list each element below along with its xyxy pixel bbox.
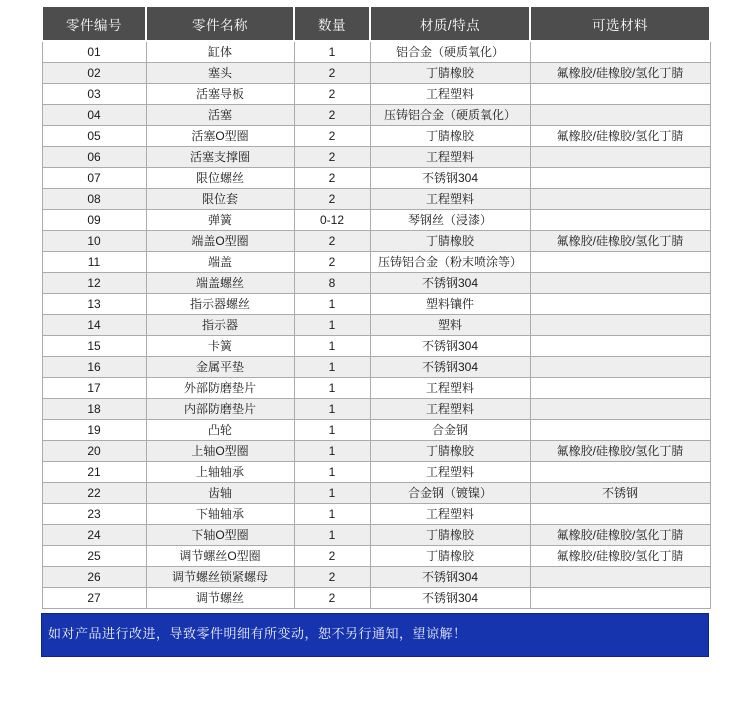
cell-quantity: 1	[294, 398, 370, 419]
cell-part-name: 活塞导板	[146, 83, 294, 104]
cell-part-number: 08	[42, 188, 146, 209]
table-row	[42, 125, 710, 146]
cell-optional-material	[530, 503, 710, 524]
cell-optional-material: 氟橡胶/硅橡胶/氢化丁腈	[530, 440, 710, 461]
cell-part-name: 弹簧	[146, 209, 294, 230]
cell-part-name: 调节螺丝	[146, 587, 294, 608]
cell-quantity: 2	[294, 587, 370, 608]
cell-optional-material	[530, 356, 710, 377]
table-row	[42, 293, 710, 314]
cell-quantity: 8	[294, 272, 370, 293]
cell-optional-material	[530, 41, 710, 62]
cell-optional-material: 氟橡胶/硅橡胶/氢化丁腈	[530, 125, 710, 146]
cell-quantity: 1	[294, 293, 370, 314]
cell-part-number: 27	[42, 587, 146, 608]
cell-material-feature: 丁腈橡胶	[370, 230, 530, 251]
cell-part-name: 齿轴	[146, 482, 294, 503]
cell-part-name: 下轴O型圈	[146, 524, 294, 545]
cell-part-number: 02	[42, 62, 146, 83]
table-row	[42, 188, 710, 209]
table-body	[42, 41, 710, 608]
cell-part-name: 指示器	[146, 314, 294, 335]
cell-optional-material	[530, 104, 710, 125]
cell-optional-material	[530, 209, 710, 230]
cell-part-name: 凸轮	[146, 419, 294, 440]
table-row	[42, 314, 710, 335]
cell-part-name: 上轴轴承	[146, 461, 294, 482]
cell-part-number: 14	[42, 314, 146, 335]
cell-quantity: 2	[294, 545, 370, 566]
cell-material-feature: 琴钢丝（浸漆）	[370, 209, 530, 230]
cell-part-name: 下轴轴承	[146, 503, 294, 524]
table-row	[42, 419, 710, 440]
cell-part-name: 端盖O型圈	[146, 230, 294, 251]
table-row	[42, 146, 710, 167]
cell-part-number: 01	[42, 41, 146, 62]
table-row	[42, 104, 710, 125]
table-row	[42, 41, 710, 62]
table-row	[42, 545, 710, 566]
cell-part-number: 24	[42, 524, 146, 545]
table-row	[42, 587, 710, 608]
cell-part-number: 20	[42, 440, 146, 461]
cell-optional-material: 不锈钢	[530, 482, 710, 503]
table-row	[42, 272, 710, 293]
cell-optional-material: 氟橡胶/硅橡胶/氢化丁腈	[530, 62, 710, 83]
cell-quantity: 1	[294, 482, 370, 503]
cell-optional-material	[530, 461, 710, 482]
cell-optional-material: 氟橡胶/硅橡胶/氢化丁腈	[530, 230, 710, 251]
cell-optional-material	[530, 146, 710, 167]
cell-material-feature: 塑料	[370, 314, 530, 335]
cell-part-name: 调节螺丝锁紧螺母	[146, 566, 294, 587]
table-row	[42, 251, 710, 272]
table-row	[42, 398, 710, 419]
cell-material-feature: 不锈钢304	[370, 356, 530, 377]
cell-optional-material	[530, 188, 710, 209]
cell-part-name: 活塞	[146, 104, 294, 125]
column-header-material-feature: 材质/特点	[370, 6, 530, 41]
cell-part-number: 03	[42, 83, 146, 104]
cell-part-name: 上轴O型圈	[146, 440, 294, 461]
notice-bar	[41, 613, 709, 657]
cell-part-number: 22	[42, 482, 146, 503]
cell-part-name: 限位螺丝	[146, 167, 294, 188]
cell-quantity: 2	[294, 167, 370, 188]
cell-quantity: 2	[294, 83, 370, 104]
cell-part-number: 25	[42, 545, 146, 566]
cell-material-feature: 丁腈橡胶	[370, 440, 530, 461]
cell-material-feature: 不锈钢304	[370, 566, 530, 587]
cell-material-feature: 工程塑料	[370, 377, 530, 398]
parts-table-container	[41, 5, 709, 609]
cell-optional-material	[530, 377, 710, 398]
cell-optional-material	[530, 272, 710, 293]
cell-material-feature: 丁腈橡胶	[370, 62, 530, 83]
cell-optional-material	[530, 251, 710, 272]
cell-material-feature: 工程塑料	[370, 461, 530, 482]
cell-part-name: 指示器螺丝	[146, 293, 294, 314]
cell-quantity: 1	[294, 41, 370, 62]
table-header-row	[42, 6, 710, 41]
table-row	[42, 62, 710, 83]
table-row	[42, 377, 710, 398]
cell-quantity: 2	[294, 188, 370, 209]
cell-material-feature: 不锈钢304	[370, 335, 530, 356]
cell-quantity: 2	[294, 251, 370, 272]
cell-part-name: 活塞支撑圈	[146, 146, 294, 167]
cell-part-name: 活塞O型圈	[146, 125, 294, 146]
cell-material-feature: 工程塑料	[370, 398, 530, 419]
cell-material-feature: 工程塑料	[370, 503, 530, 524]
cell-part-name: 内部防磨垫片	[146, 398, 294, 419]
table-row	[42, 566, 710, 587]
cell-part-name: 端盖螺丝	[146, 272, 294, 293]
cell-part-name: 端盖	[146, 251, 294, 272]
table-row	[42, 524, 710, 545]
cell-optional-material	[530, 335, 710, 356]
cell-material-feature: 不锈钢304	[370, 587, 530, 608]
cell-quantity: 2	[294, 125, 370, 146]
cell-material-feature: 压铸铝合金（粉末喷涂等）	[370, 251, 530, 272]
cell-quantity: 2	[294, 146, 370, 167]
cell-optional-material	[530, 566, 710, 587]
column-header-optional-material: 可选材料	[530, 6, 710, 41]
cell-material-feature: 工程塑料	[370, 83, 530, 104]
table-row	[42, 440, 710, 461]
cell-optional-material	[530, 293, 710, 314]
cell-material-feature: 塑料镶件	[370, 293, 530, 314]
cell-part-number: 05	[42, 125, 146, 146]
table-row	[42, 503, 710, 524]
cell-part-number: 19	[42, 419, 146, 440]
cell-material-feature: 压铸铝合金（硬质氧化）	[370, 104, 530, 125]
table-row	[42, 461, 710, 482]
cell-optional-material	[530, 419, 710, 440]
cell-optional-material: 氟橡胶/硅橡胶/氢化丁腈	[530, 524, 710, 545]
cell-part-number: 07	[42, 167, 146, 188]
cell-quantity: 2	[294, 230, 370, 251]
cell-quantity: 1	[294, 335, 370, 356]
table-row	[42, 230, 710, 251]
cell-optional-material: 氟橡胶/硅橡胶/氢化丁腈	[530, 545, 710, 566]
table-row	[42, 335, 710, 356]
cell-part-name: 金属平垫	[146, 356, 294, 377]
cell-part-name: 卡簧	[146, 335, 294, 356]
table-row	[42, 482, 710, 503]
cell-part-number: 11	[42, 251, 146, 272]
cell-material-feature: 丁腈橡胶	[370, 125, 530, 146]
cell-part-number: 26	[42, 566, 146, 587]
cell-quantity: 0-12	[294, 209, 370, 230]
table-header	[42, 6, 710, 41]
cell-quantity: 1	[294, 419, 370, 440]
column-header-part-name: 零件名称	[146, 6, 294, 41]
cell-optional-material	[530, 167, 710, 188]
cell-material-feature: 合金钢（镀镍）	[370, 482, 530, 503]
table-row	[42, 167, 710, 188]
cell-material-feature: 不锈钢304	[370, 167, 530, 188]
cell-quantity: 1	[294, 314, 370, 335]
cell-quantity: 1	[294, 440, 370, 461]
cell-part-number: 23	[42, 503, 146, 524]
column-header-part-number: 零件编号	[42, 6, 146, 41]
cell-part-number: 04	[42, 104, 146, 125]
cell-part-name: 塞头	[146, 62, 294, 83]
cell-material-feature: 合金钢	[370, 419, 530, 440]
cell-part-number: 10	[42, 230, 146, 251]
cell-material-feature: 工程塑料	[370, 146, 530, 167]
cell-material-feature: 工程塑料	[370, 188, 530, 209]
table-row	[42, 83, 710, 104]
cell-part-name: 限位套	[146, 188, 294, 209]
cell-material-feature: 铝合金（硬质氧化）	[370, 41, 530, 62]
parts-table	[41, 5, 711, 609]
cell-optional-material	[530, 314, 710, 335]
cell-quantity: 1	[294, 377, 370, 398]
cell-part-number: 13	[42, 293, 146, 314]
cell-quantity: 2	[294, 62, 370, 83]
cell-part-name: 外部防磨垫片	[146, 377, 294, 398]
cell-quantity: 1	[294, 524, 370, 545]
cell-quantity: 1	[294, 461, 370, 482]
cell-quantity: 1	[294, 503, 370, 524]
cell-part-number: 18	[42, 398, 146, 419]
cell-part-name: 调节螺丝O型圈	[146, 545, 294, 566]
cell-part-number: 16	[42, 356, 146, 377]
cell-optional-material	[530, 83, 710, 104]
cell-optional-material	[530, 587, 710, 608]
column-header-quantity: 数量	[294, 6, 370, 41]
cell-quantity: 2	[294, 104, 370, 125]
cell-part-number: 21	[42, 461, 146, 482]
table-row	[42, 209, 710, 230]
cell-part-number: 15	[42, 335, 146, 356]
cell-part-number: 09	[42, 209, 146, 230]
table-row	[42, 356, 710, 377]
cell-quantity: 2	[294, 566, 370, 587]
cell-part-name: 缸体	[146, 41, 294, 62]
cell-part-number: 06	[42, 146, 146, 167]
notice-text: 如对产品进行改进，导致零件明细有所变动，恕不另行通知，望谅解！	[48, 626, 467, 641]
cell-material-feature: 丁腈橡胶	[370, 524, 530, 545]
cell-part-number: 12	[42, 272, 146, 293]
cell-material-feature: 不锈钢304	[370, 272, 530, 293]
cell-material-feature: 丁腈橡胶	[370, 545, 530, 566]
cell-optional-material	[530, 398, 710, 419]
cell-quantity: 1	[294, 356, 370, 377]
cell-part-number: 17	[42, 377, 146, 398]
